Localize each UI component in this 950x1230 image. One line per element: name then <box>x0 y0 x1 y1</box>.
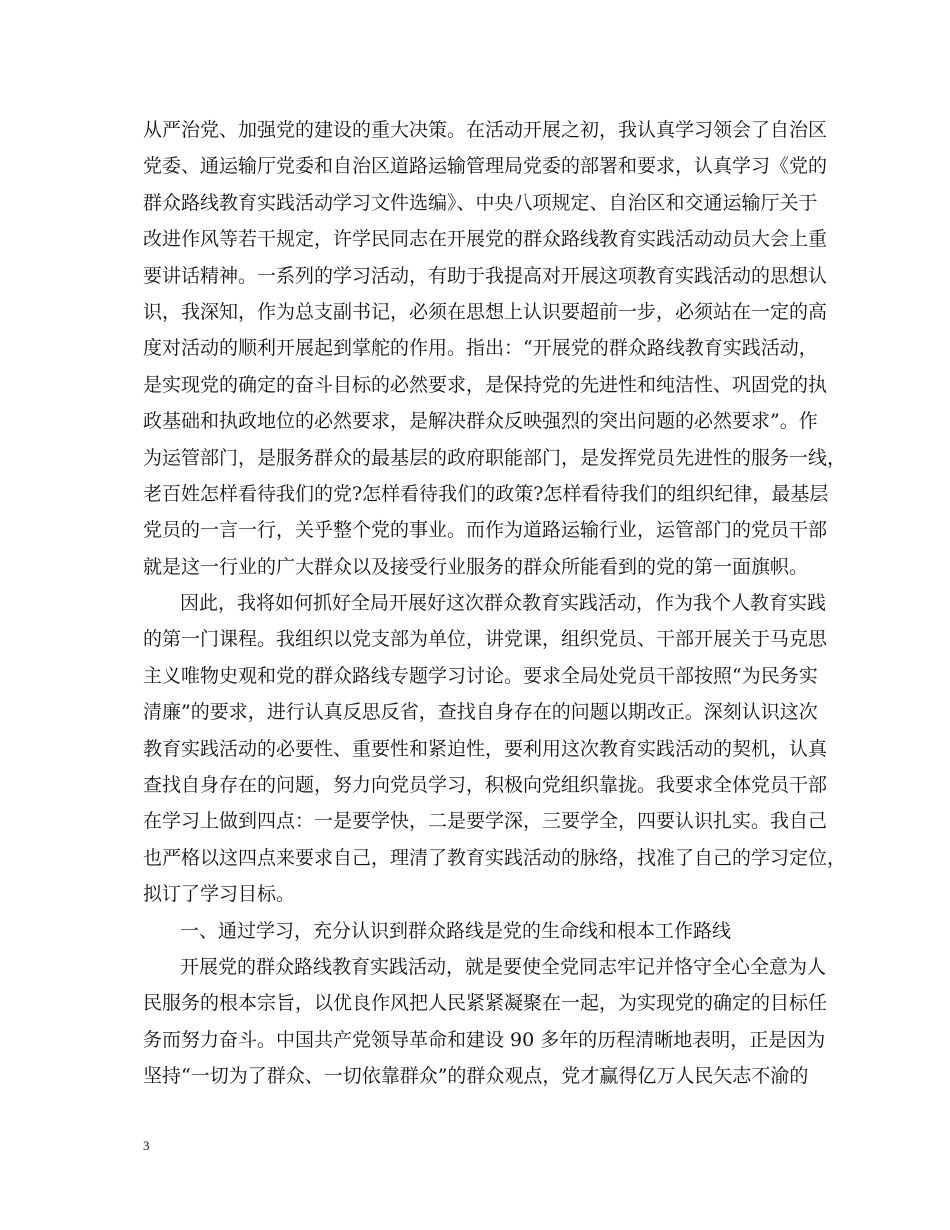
text-line: 主义唯物史观和党的群众路线专题学习讨论。要求全局处党员干部按照“为民务实 <box>143 664 818 687</box>
text-line: 改进作风等若干规定，许学民同志在开展党的群众路线教育实践活动动员大会上重 <box>143 228 828 251</box>
document-body <box>143 112 847 1095</box>
text-line: 的第一门课程。我组织以党支部为单位，讲党课，组织党员、干部开展关于马克思 <box>143 628 828 651</box>
text-line: 民服务的根本宗旨，以优良作风把人民紧紧凝聚在一起，为实现党的确定的目标任 <box>143 992 828 1015</box>
text-line: 就是这一行业的广大群众以及接受行业服务的群众所能看到的党的第一面旗帜。 <box>143 555 809 578</box>
text-line: 党员的一言一行，关乎整个党的事业。而作为道路运输行业，运管部门的党员干部 <box>143 519 828 542</box>
text-line: 从严治党、加强党的建设的重大决策。在活动开展之初，我认真学习领会了自治区 <box>143 119 828 141</box>
paragraph-2 <box>143 585 847 913</box>
text-line: 教育实践活动的必要性、重要性和紧迫性，要利用这次教育实践活动的契机，认真 <box>143 737 828 760</box>
heading-line: 一、通过学习，充分认识到群众路线是党的生命线和根本工作路线 <box>180 919 732 942</box>
text-line: 是实现党的确定的奋斗目标的必然要求，是保持党的先进性和纯洁性、巩固党的执 <box>143 373 828 396</box>
text-line: 拟订了学习目标。 <box>143 883 296 906</box>
text-line: 度对活动的顺利开展起到掌舵的作用。指出：“开展党的群众路线教育实践活动， <box>143 337 818 360</box>
text-line: 老百姓怎样看待我们的党?怎样看待我们的政策?怎样看待我们的组织纪律，最基层 <box>143 482 829 505</box>
text-line: 务而努力奋斗。中国共产党领导革命和建设 90 多年的历程清晰地表明，正是因为 <box>143 1028 826 1051</box>
section-heading <box>143 913 819 949</box>
text-line: 坚持“一切为了群众、一切依靠群众”的群众观点，党才赢得亿万人民矢志不渝的 <box>143 1065 809 1088</box>
text-line: 要讲话精神。一系列的学习活动，有助于我提高对开展这项教育实践活动的思想认 <box>143 264 828 287</box>
paragraph-1 <box>143 112 847 585</box>
text-line: 因此，我将如何抓好全局开展好这次群众教育实践活动，作为我个人教育实践 <box>180 592 827 615</box>
text-line: 识，我深知，作为总支副书记，必须在思想上认识要超前一步，必须站在一定的高 <box>143 300 828 323</box>
text-line: 为运管部门，是服务群众的最基层的政府职能部门，是发挥党员先进性的服务一线， <box>143 446 847 469</box>
text-line: 党委、通运输厅党委和自治区道路运输管理局党委的部署和要求，认真学习《党的 <box>143 155 828 178</box>
text-line: 清廉”的要求，进行认真反思反省，查找自身存在的问题以期改正。深刻认识这次 <box>143 701 818 724</box>
text-line: 也严格以这四点来要求自己，理清了教育实践活动的脉络，找准了自己的学习定位， <box>143 846 847 869</box>
page-number: 3 <box>143 1138 150 1153</box>
text-line: 查找自身存在的问题，努力向党员学习，积极向党组织靠拢。我要求全体党员干部 <box>143 774 828 797</box>
text-line: 开展党的群众路线教育实践活动，就是要使全党同志牢记并恪守全心全意为人 <box>180 955 827 978</box>
text-line: 政基础和执政地位的必然要求，是解决群众反映强烈的突出问题的必然要求”。作 <box>143 410 818 433</box>
text-line: 群众路线教育实践活动学习文件选编》、中央八项规定、自治区和交通运输厅关于 <box>143 191 818 214</box>
text-line: 在学习上做到四点：一是要学快，二是要学深，三要学全，四要认识扎实。我自己 <box>143 810 828 833</box>
paragraph-3 <box>143 949 828 1095</box>
